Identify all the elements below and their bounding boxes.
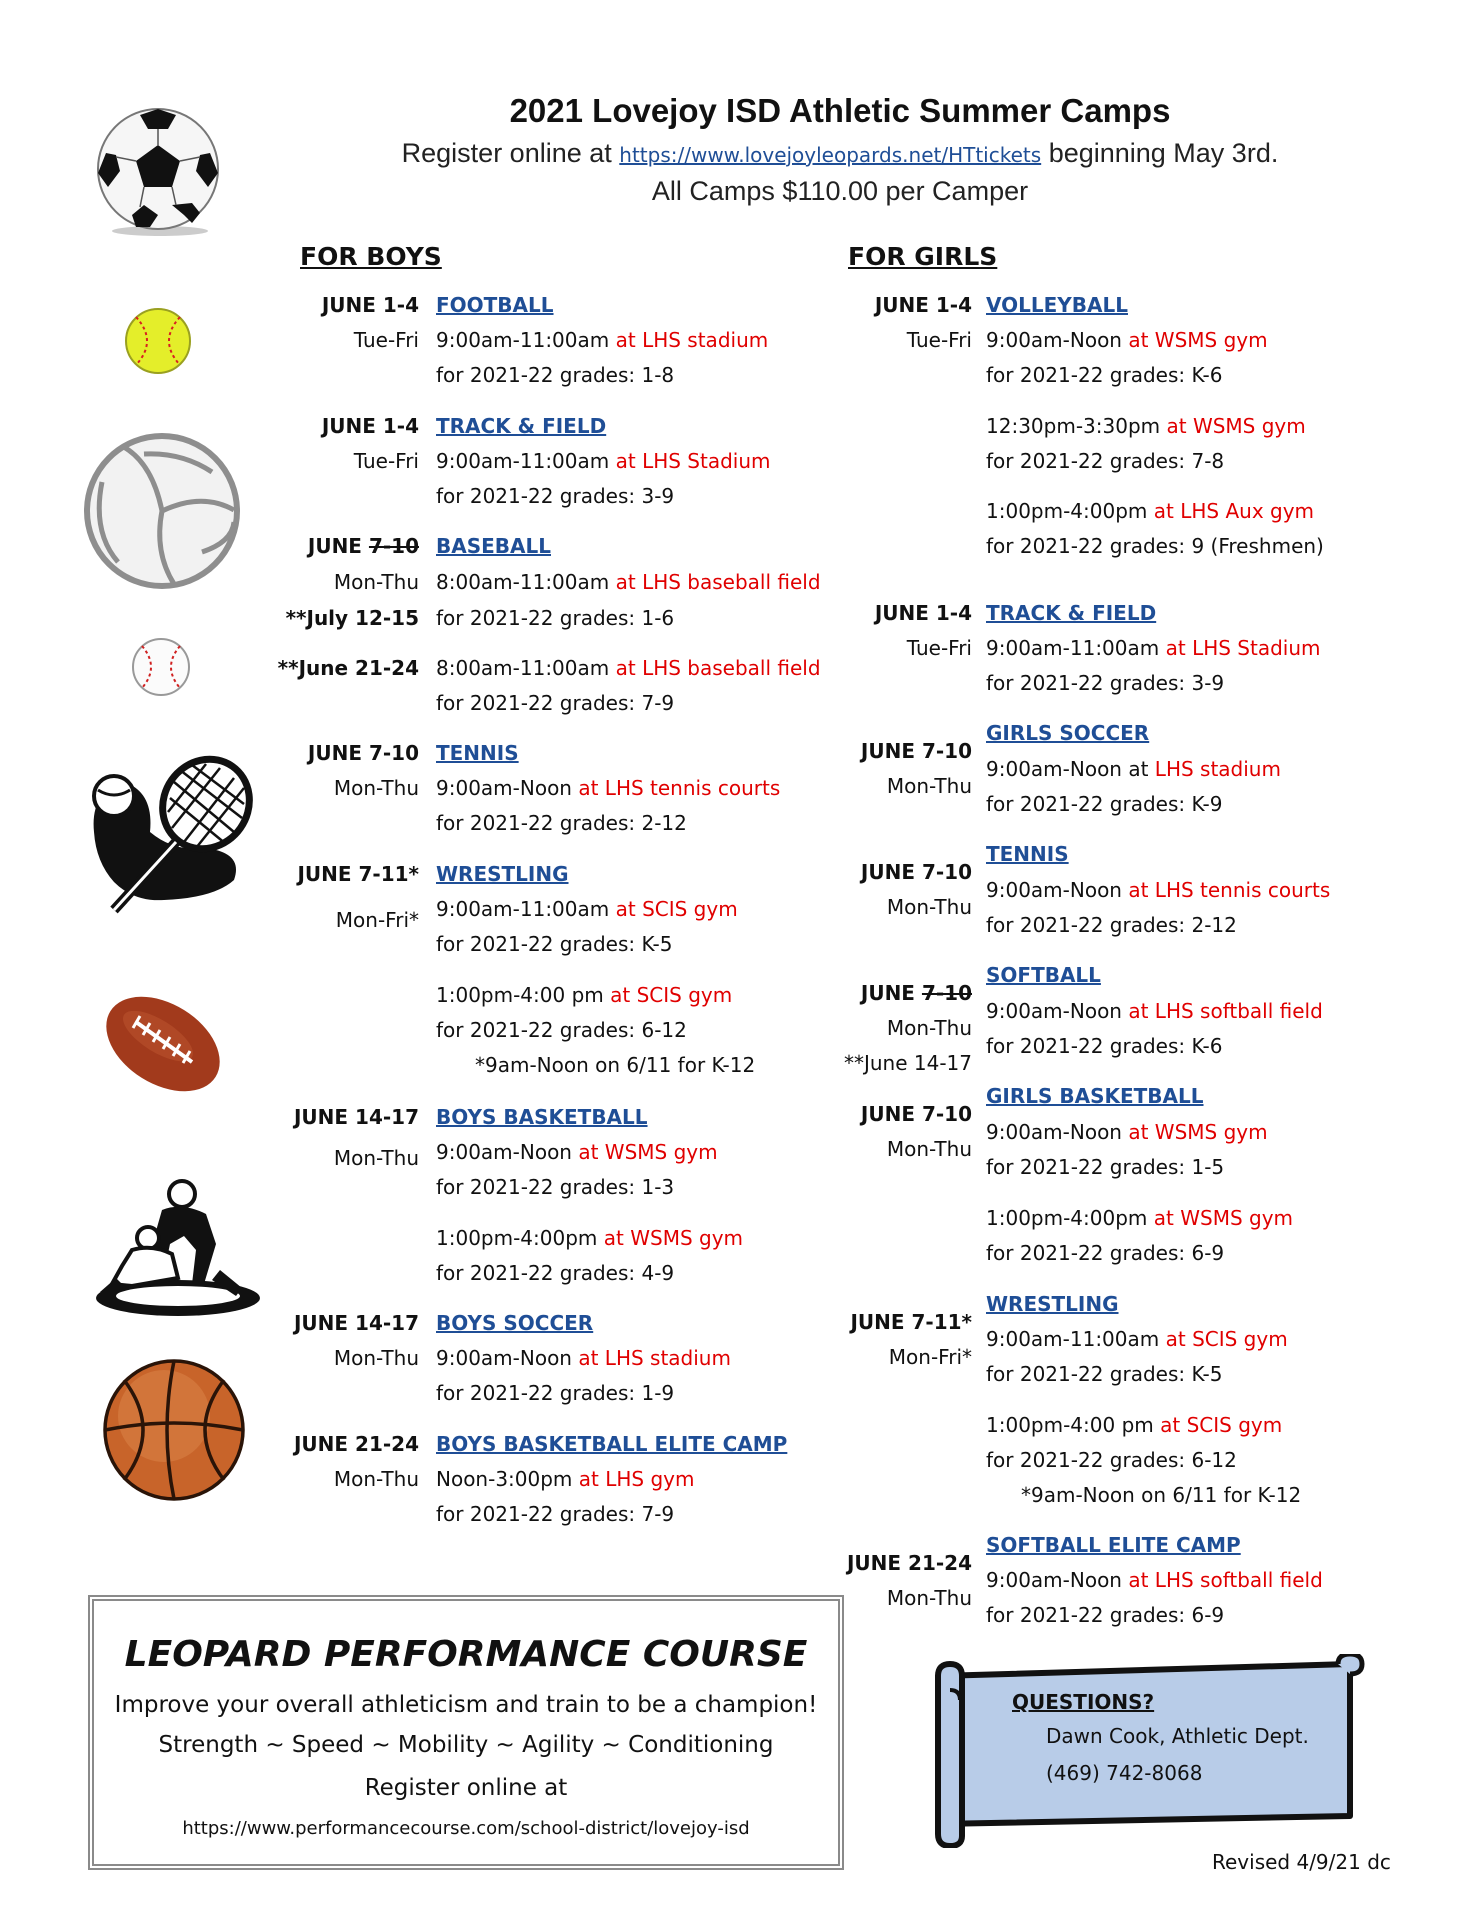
girls-time-row xyxy=(986,1327,1288,1351)
time-text: 9:00am-Noon xyxy=(436,1140,572,1164)
course-title: LEOPARD PERFORMANCE COURSE xyxy=(124,1634,808,1675)
girls-track-link[interactable]: TRACK & FIELD xyxy=(986,601,1157,625)
register-prefix: Register online at xyxy=(401,138,612,168)
basketball-icon xyxy=(102,1358,246,1502)
boys-grades: for 2021-22 grades: 7-9 xyxy=(436,691,675,715)
time-text: 9:00am-11:00am xyxy=(436,328,610,352)
boys-days: Tue-Fri xyxy=(353,449,419,473)
time-text: 9:00am-11:00am xyxy=(436,449,610,473)
boys-grades: for 2021-22 grades: 4-9 xyxy=(436,1261,675,1285)
girls-days: Tue-Fri xyxy=(906,328,972,352)
girls-time-row xyxy=(986,878,1330,902)
time-text: 1:00pm-4:00pm xyxy=(436,1226,598,1250)
boys-days: Mon-Thu xyxy=(333,570,419,594)
boys-date: JUNE 14-17 xyxy=(293,1311,419,1335)
girls-time-row xyxy=(986,328,1268,352)
girls-days: Mon-Fri* xyxy=(888,1345,972,1369)
girls-soccer-link[interactable]: GIRLS SOCCER xyxy=(986,721,1150,745)
time-text: 9:00am-Noon xyxy=(986,878,1122,902)
course-line-3: Register online at xyxy=(364,1775,568,1801)
girls-tennis-link[interactable]: TENNIS xyxy=(986,842,1069,866)
girls-date: JUNE 1-4 xyxy=(874,293,972,317)
girls-days: Mon-Thu xyxy=(886,895,972,919)
boys-grades: for 2021-22 grades: 1-8 xyxy=(436,363,675,387)
boys-date: JUNE 1-4 xyxy=(321,293,419,317)
location-text: at WSMS gym xyxy=(578,1140,718,1164)
location-text: at LHS baseball field xyxy=(615,570,821,594)
boys-date-struck: JUNE 7-10 xyxy=(307,534,419,558)
scroll-banner-icon xyxy=(930,1654,1370,1848)
girls-grades: for 2021-22 grades: K-6 xyxy=(986,363,1223,387)
boys-note: *9am-Noon on 6/11 for K-12 xyxy=(475,1053,756,1077)
course-line-1: Improve your overall athleticism and train to be a champion! xyxy=(114,1692,818,1718)
boys-basketball-link[interactable]: BOYS BASKETBALL xyxy=(436,1105,648,1129)
boys-time-row xyxy=(436,449,771,473)
time-text: 1:00pm-4:00pm xyxy=(986,499,1148,523)
location-text: LHS stadium xyxy=(1154,757,1281,781)
girls-wrestling-link[interactable]: WRESTLING xyxy=(986,1292,1119,1316)
location-text: at SCIS gym xyxy=(1165,1327,1288,1351)
questions-name: Dawn Cook, Athletic Dept. xyxy=(1046,1724,1309,1748)
location-text: at SCIS gym xyxy=(1160,1413,1283,1437)
girls-date: JUNE 21-24 xyxy=(846,1551,972,1575)
girls-grades: for 2021-22 grades: 2-12 xyxy=(986,913,1237,937)
soccer-ball-icon xyxy=(92,105,224,237)
location-text: at WSMS gym xyxy=(1153,1206,1294,1230)
girls-days: Mon-Thu xyxy=(886,1137,972,1161)
boys-date: JUNE 21-24 xyxy=(293,1432,419,1456)
girls-softball-link[interactable]: SOFTBALL xyxy=(986,963,1101,987)
girls-time-row xyxy=(986,1206,1293,1230)
questions-heading: QUESTIONS? xyxy=(1012,1690,1155,1714)
location-text: at LHS Stadium xyxy=(615,449,771,473)
course-line-2: Strength ~ Speed ~ Mobility ~ Agility ~ Conditioning xyxy=(158,1732,774,1758)
girls-date: **June 14-17 xyxy=(843,1051,972,1075)
register-suffix: beginning May 3rd. xyxy=(1048,138,1279,168)
wrestlers-icon xyxy=(92,1174,262,1318)
location-text: at SCIS gym xyxy=(610,983,733,1007)
boys-time-row xyxy=(436,570,821,594)
boys-time-row xyxy=(436,1226,743,1250)
boys-baseball-link[interactable]: BASEBALL xyxy=(436,534,551,558)
page-title: 2021 Lovejoy ISD Athletic Summer Camps xyxy=(509,92,1171,129)
time-text: 9:00am-Noon xyxy=(436,1346,572,1370)
football-icon xyxy=(100,986,226,1102)
girls-time-row xyxy=(986,1120,1268,1144)
boys-days: Mon-Thu xyxy=(333,1346,419,1370)
boys-grades: for 2021-22 grades: 3-9 xyxy=(436,484,675,508)
time-text: 1:00pm-4:00 pm xyxy=(986,1413,1154,1437)
girls-grades: for 2021-22 grades: 3-9 xyxy=(986,671,1225,695)
girls-days: Mon-Thu xyxy=(886,1016,972,1040)
girls-basketball-link[interactable]: GIRLS BASKETBALL xyxy=(986,1084,1204,1108)
boys-days: Mon-Thu xyxy=(333,776,419,800)
girls-grades: for 2021-22 grades: K-9 xyxy=(986,792,1223,816)
time-text: 9:00am-Noon xyxy=(986,328,1122,352)
boys-grades: for 2021-22 grades: 1-6 xyxy=(436,606,675,630)
location-text: at WSMS gym xyxy=(1128,1120,1268,1144)
girls-volleyball-link[interactable]: VOLLEYBALL xyxy=(986,293,1128,317)
register-link[interactable]: https://www.lovejoyleopards.net/HTtickets xyxy=(619,143,1042,167)
girls-date: JUNE 7-10 xyxy=(860,739,972,763)
time-text: 9:00am-Noon xyxy=(986,1568,1122,1592)
boys-date: **June 21-24 xyxy=(277,656,419,680)
location-text: at LHS softball field xyxy=(1128,999,1323,1023)
time-text: 9:00am-Noon xyxy=(986,1120,1122,1144)
boys-date: JUNE 7-10 xyxy=(307,741,419,765)
time-text: 9:00am-11:00am xyxy=(986,636,1160,660)
girls-time-row xyxy=(986,414,1306,438)
boys-days: Mon-Fri* xyxy=(335,908,419,932)
price-line: All Camps $110.00 per Camper xyxy=(651,176,1029,206)
girls-grades: for 2021-22 grades: K-6 xyxy=(986,1034,1223,1058)
girls-days: Tue-Fri xyxy=(906,636,972,660)
boys-grades: for 2021-22 grades: 7-9 xyxy=(436,1502,675,1526)
boys-date: **July 12-15 xyxy=(285,606,419,630)
boys-grades: for 2021-22 grades: 6-12 xyxy=(436,1018,687,1042)
tennis-icon xyxy=(84,752,264,922)
boys-wrestling-link[interactable]: WRESTLING xyxy=(436,862,569,886)
time-text: 9:00am-Noon at xyxy=(986,757,1149,781)
location-text: at LHS Stadium xyxy=(1165,636,1321,660)
location-text: at LHS softball field xyxy=(1128,1568,1323,1592)
girls-grades: for 2021-22 grades: 6-9 xyxy=(986,1603,1225,1627)
girls-date: JUNE 7-11* xyxy=(850,1310,972,1334)
boys-heading: FOR BOYS xyxy=(300,242,442,271)
boys-date: JUNE 14-17 xyxy=(293,1105,419,1129)
girls-grades: for 2021-22 grades: 7-8 xyxy=(986,449,1225,473)
time-text: 8:00am-11:00am xyxy=(436,570,610,594)
boys-days: Mon-Thu xyxy=(333,1467,419,1491)
time-text: 9:00am-Noon xyxy=(436,776,572,800)
girls-grades: for 2021-22 grades: 6-9 xyxy=(986,1241,1225,1265)
girls-date: JUNE 7-10 xyxy=(860,1102,972,1126)
boys-track-link[interactable]: TRACK & FIELD xyxy=(436,414,607,438)
location-text: at WSMS gym xyxy=(603,1226,744,1250)
softball-icon xyxy=(122,305,194,377)
time-text: 12:30pm-3:30pm xyxy=(986,414,1161,438)
volleyball-icon xyxy=(82,432,242,590)
location-text: at LHS stadium xyxy=(615,328,769,352)
boys-days: Mon-Thu xyxy=(333,1146,419,1170)
time-text: Noon-3:00pm xyxy=(436,1467,573,1491)
boys-grades: for 2021-22 grades: 1-9 xyxy=(436,1381,675,1405)
girls-grades: for 2021-22 grades: 6-12 xyxy=(986,1448,1237,1472)
time-text: 9:00am-11:00am xyxy=(986,1327,1160,1351)
location-text: at LHS baseball field xyxy=(615,656,821,680)
boys-date: JUNE 1-4 xyxy=(321,414,419,438)
girls-time-row xyxy=(986,499,1314,523)
boys-time-row xyxy=(436,328,768,352)
boys-tennis-link[interactable]: TENNIS xyxy=(436,741,519,765)
location-text: at LHS gym xyxy=(578,1467,695,1491)
location-text: at LHS tennis courts xyxy=(578,776,781,800)
location-text: at SCIS gym xyxy=(615,897,738,921)
boys-days: Tue-Fri xyxy=(353,328,419,352)
girls-time-row xyxy=(986,1568,1323,1592)
girls-time-row xyxy=(986,757,1281,781)
girls-time-row xyxy=(986,636,1321,660)
boys-grades: for 2021-22 grades: K-5 xyxy=(436,932,673,956)
baseball-icon xyxy=(130,636,192,698)
girls-elite-link[interactable]: SOFTBALL ELITE CAMP xyxy=(986,1533,1241,1557)
girls-days: Mon-Thu xyxy=(886,774,972,798)
boys-time-row xyxy=(436,1467,694,1491)
boys-time-row xyxy=(436,1140,718,1164)
boys-time-row xyxy=(436,897,738,921)
girls-date: JUNE 1-4 xyxy=(874,601,972,625)
boys-soccer-link[interactable]: BOYS SOCCER xyxy=(436,1311,594,1335)
time-text: 8:00am-11:00am xyxy=(436,656,610,680)
boys-time-row xyxy=(436,983,732,1007)
time-text: 1:00pm-4:00 pm xyxy=(436,983,604,1007)
boys-date: JUNE 7-11* xyxy=(297,862,419,886)
location-text: at LHS Aux gym xyxy=(1153,499,1315,523)
time-text: 1:00pm-4:00pm xyxy=(986,1206,1148,1230)
girls-time-row xyxy=(986,1413,1282,1437)
boys-time-row xyxy=(436,656,821,680)
girls-grades: for 2021-22 grades: K-5 xyxy=(986,1362,1223,1386)
boys-grades: for 2021-22 grades: 2-12 xyxy=(436,811,687,835)
girls-grades: for 2021-22 grades: 1-5 xyxy=(986,1155,1225,1179)
girls-note: *9am-Noon on 6/11 for K-12 xyxy=(1021,1483,1302,1507)
girls-time-row xyxy=(986,999,1323,1023)
girls-heading: FOR GIRLS xyxy=(848,242,998,271)
location-text: at WSMS gym xyxy=(1166,414,1306,438)
location-text: at LHS tennis courts xyxy=(1128,878,1331,902)
girls-date-struck: JUNE 7-10 xyxy=(860,981,972,1005)
girls-grades: for 2021-22 grades: 9 (Freshmen) xyxy=(986,534,1324,558)
location-text: at WSMS gym xyxy=(1128,328,1268,352)
boys-elite-link[interactable]: BOYS BASKETBALL ELITE CAMP xyxy=(436,1432,788,1456)
boys-time-row xyxy=(436,1346,731,1370)
course-url[interactable]: https://www.performancecourse.com/school-district/lovejoy-isd xyxy=(182,1818,750,1839)
time-text: 9:00am-Noon xyxy=(986,999,1122,1023)
boys-grades: for 2021-22 grades: 1-3 xyxy=(436,1175,675,1199)
revised-note: Revised 4/9/21 dc xyxy=(1212,1850,1391,1874)
boys-time-row xyxy=(436,776,780,800)
location-text: at LHS stadium xyxy=(578,1346,731,1370)
time-text: 9:00am-11:00am xyxy=(436,897,610,921)
girls-date: JUNE 7-10 xyxy=(860,860,972,884)
girls-days: Mon-Thu xyxy=(886,1586,972,1610)
questions-phone: (469) 742-8068 xyxy=(1046,1761,1203,1785)
boys-football-link[interactable]: FOOTBALL xyxy=(436,293,554,317)
